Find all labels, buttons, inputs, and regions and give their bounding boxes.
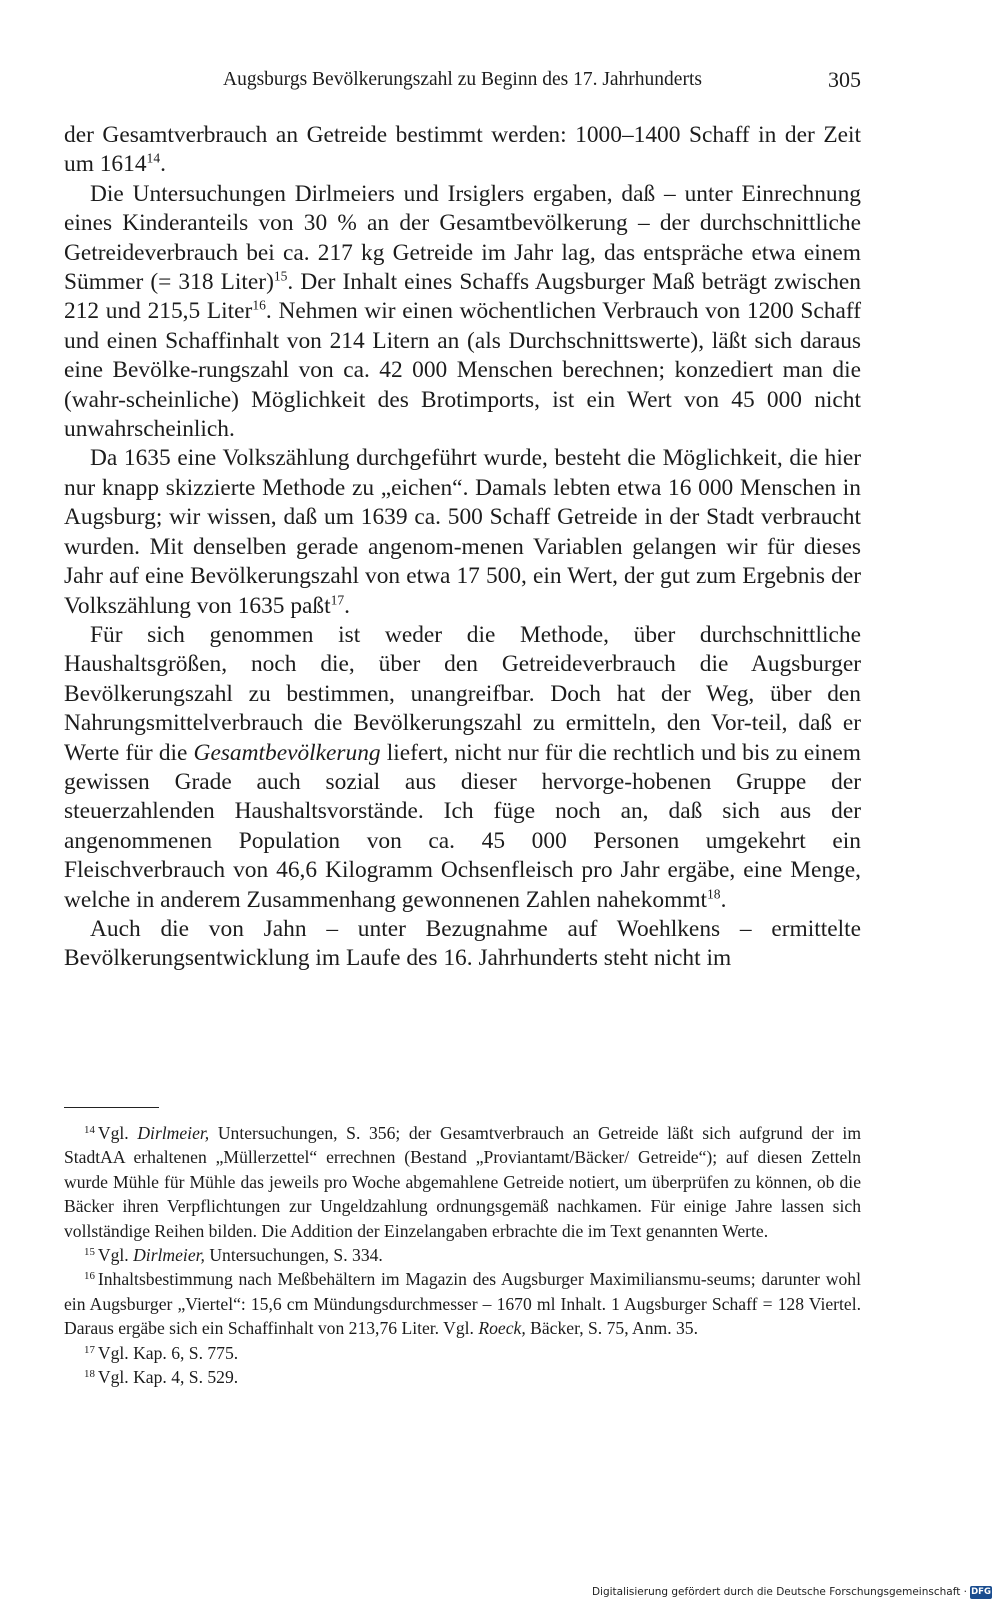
paragraph-1 <box>64 121 861 180</box>
footnote-text: Untersuchungen, S. 334. <box>204 1245 383 1266</box>
dfg-logo-icon: DFG <box>971 1586 991 1597</box>
footnote-18 <box>64 1365 861 1389</box>
footnote-ref-15: 15 <box>273 268 288 284</box>
footnote-17 <box>64 1341 861 1365</box>
footnote-ref-18: 18 <box>707 886 721 902</box>
digitization-credit <box>592 1583 992 1601</box>
footnote-14 <box>64 1121 861 1243</box>
footnote-number: 18 <box>84 1368 95 1381</box>
footnote-16 <box>64 1267 861 1340</box>
footnote-15 <box>64 1243 861 1267</box>
page-number: 305 <box>828 67 861 92</box>
paragraph-3-text: Da 1635 eine Volkszählung durchgeführt wurde, besteht die Möglichkeit, die hier nur knapp skizzierte Methode zu „eichen“. Damals lebten etwa 16 000 Menschen in Augsburg; wir wissen, daß um 1639 ca. 500 Schaff Getreide in der Stadt verbraucht wurden. Mit denselben gerade angenom-menen Variablen gelangen wir für dieses Jahr auf eine Bevölkerungszahl von etwa 17 500, ein Wert, der gut zum Ergebnis der Volkszählung von 1635 paßt <box>64 445 861 619</box>
footnote-number: 15 <box>84 1246 95 1259</box>
paragraph-4-emphasis: Gesamtbevölkerung <box>193 739 381 766</box>
paragraph-4-text-a: Für sich genommen ist weder die Methode, über durchschnittliche Haushaltsgrößen, noch die, über den Getreideverbrauch die Augsburger Bevölkerungszahl zu bestimmen, unangreifbar. Doch hat der Weg, über den Nahrungsmittelverbrauch die Bevölkerungszahl zu ermitteln, den Vor-teil, daß er Werte für die <box>64 621 861 766</box>
footnote-ref-17: 17 <box>330 592 345 608</box>
paragraph-4-text-b: liefert, nicht nur für die rechtlich und bis zu einem gewissen Grade auch sozial aus dieser hervorge-hobenen Gruppe der steuerzahlenden Haushaltsvorstände. Ich füge noch an, daß sich aus der angenommenen Population von ca. 45 000 Personen umgekehrt ein Fleischverbrauch von 46,6 Kilogramm Ochsenfleisch pro Jahr ergäbe, eine Menge, welche in anderem Zusammenhang gewonnenen Zahlen nahekommt <box>64 739 861 913</box>
running-head <box>64 63 861 97</box>
paragraph-3 <box>64 444 861 620</box>
running-title: Augsburgs Bevölkerungszahl zu Beginn des 17. Jahrhunderts <box>223 69 702 90</box>
paragraph-2-text-b: . Der Inhalt eines Schaffs Augsburger Maß beträgt zwischen 212 und 215,5 Liter <box>64 269 861 325</box>
footnote-author: Dirlmeier, <box>133 1245 205 1266</box>
footnote-number: 17 <box>84 1343 95 1356</box>
paragraph-5 <box>64 915 861 974</box>
footnote-text: Bäcker, S. 75, Anm. 35. <box>525 1318 699 1339</box>
paragraph-1-text: der Gesamtverbrauch an Getreide bestimmt werden: 1000–1400 Schaff in der Zeit um 1614 <box>64 122 861 178</box>
footnote-author: Dirlmeier, <box>137 1123 210 1143</box>
footnotes <box>64 1121 861 1389</box>
footnote-number: 16 <box>84 1270 95 1283</box>
footnote-divider <box>64 1107 159 1108</box>
footnote-author: Roeck, <box>478 1318 526 1339</box>
credit-text: Digitalisierung gefördert durch die Deutsche Forschungsgemeinschaft · <box>591 1586 967 1598</box>
paragraph-5-text: Auch die von Jahn – unter Bezugnahme auf Woehlkens – ermittelte Bevölkerungsentwicklung im Laufe des 16. Jahrhunderts steht nicht im <box>64 915 861 972</box>
footnote-ref-14: 14 <box>146 151 161 166</box>
footnote-number: 14 <box>84 1124 95 1136</box>
paragraph-2-text-c: . Nehmen wir einen wöchentlichen Verbrauch von 1200 Schaff und einen Schaffinhalt von 214 Litern an (als Durchschnittswerte), läßt sich daraus eine Bevölke-rungszahl von ca. 42 000 Menschen berechnen; konzediert man die (wahr-scheinliche) Möglichkeit des Brotimports, ist ein Wert von 45 000 nicht unwahrscheinlich. <box>64 298 861 443</box>
footnote-ref-16: 16 <box>252 298 266 314</box>
footnote-text: Vgl. Kap. 4, S. 529. <box>97 1367 239 1388</box>
paragraph-4 <box>64 621 861 915</box>
paragraph-4-tail: . <box>720 886 727 913</box>
paragraph-2-text-a: Die Untersuchungen Dirlmeiers und Irsiglers ergaben, daß – unter Einrechnung eines Kinderanteils von 30 % an der Gesamtbevölkerung – der durchschnittliche Getreideverbrauch bei ca. 217 kg Getreide im Jahr lag, das entspräche etwa einem Sümmer (= 318 Liter) <box>64 180 861 296</box>
body-text <box>64 121 861 974</box>
paragraph-3-tail: . <box>344 592 351 619</box>
footnote-text: Vgl. <box>97 1245 134 1266</box>
footnote-text: Vgl. Kap. 6, S. 775. <box>97 1342 239 1363</box>
footnote-text: Vgl. <box>97 1123 138 1143</box>
paragraph-2 <box>64 180 861 445</box>
footnote-text: Inhaltsbestimmung nach Meßbehältern im Magazin des Augsburger Maximiliansmu-seums; darunter wohl ein Augsburger „Viertel“: 15,6 cm Mündungsdurchmesser – 1670 ml Inhalt. 1 Augsburger Schaff = 128 Viertel. Daraus ergäbe sich ein Schaffinhalt von 213,76 Liter. Vgl. <box>64 1269 861 1339</box>
paragraph-1-tail: . <box>160 151 166 178</box>
footnote-text: Untersuchungen, S. 356; der Gesamtverbrauch an Getreide läßt sich aufgrund der im StadtAA erhaltenen „Müllerzettel“ errechnen (Bestand „Proviantamt/Bäcker/ Getreide“); auf diesen Zetteln wurde Mühle für Mühle das jeweils pro Woche abgemahlene Getreide notiert, um überprüfen zu können, ob die Bäcker ihren Verpflichtungen zur Ungeldzahlung ordnungsgemäß nachkamen. Für einige Jahre lassen sich vollständige Reihen bilden. Die Addition der Einzelangaben erbrachte die im Text genannten Werte. <box>64 1123 862 1241</box>
